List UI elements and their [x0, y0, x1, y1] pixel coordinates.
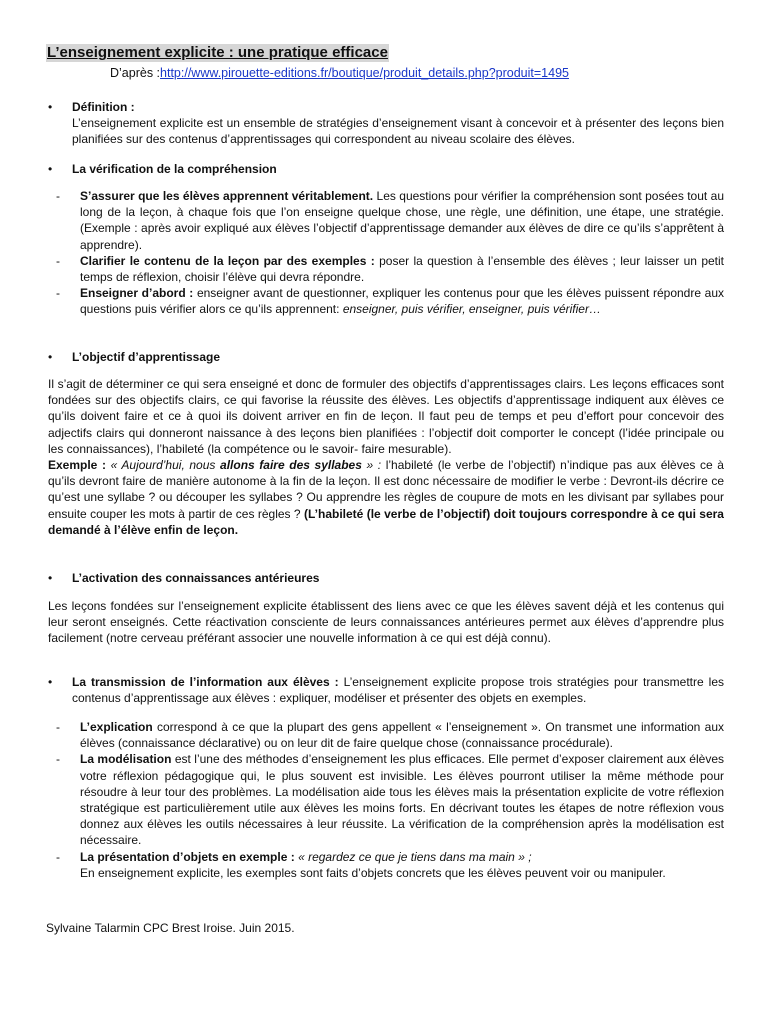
section-objectif-heading	[48, 349, 724, 365]
definition-text: L’enseignement explicite est un ensemble de stratégies d’enseignement visant à concevoir et à présenter des leçons bien planifiées sur des contenus d’apprentissages qui correspondent au niveau scolaire des élèves.	[72, 116, 724, 147]
definition-heading: Définition :	[72, 100, 135, 114]
author-signature: Sylvaine Talarmin CPC Brest Iroise. Juin 2015.	[46, 921, 295, 935]
section-activation-heading	[48, 570, 724, 586]
list-item: - Clarifier le contenu de la leçon par des exemples : poser la question à l’ensemble des élèves ; leur laisser un petit temps de réflexion, choisir l’élève qui devra répondre.	[56, 253, 725, 285]
dash-icon: -	[56, 189, 60, 203]
list-item: - La modélisation est l’une des méthodes d’enseignement les plus efficaces. Elle permet d’exposer clairement aux élèves votre réflexion pédagogique qui, le plus souvent est invisible. Les élèves pourront utiliser la même méthode pour résoudre à leur tour des problèmes. La modélisation aide tous les élèves mais la présentation explicite de votre réflexion stratégique est particulièrement utile aux élèves les moins forts. En décrivant toutes les étapes de notre réflexion vous donnez aux élèves les outils nécessaires à leur réussite. La vérification de la compréhension après la modélisation est nécessaire.	[56, 752, 724, 848]
list-item: - S’assurer que les élèves apprennent véritablement. Les questions pour vérifier la compréhension sont posées tout au long de la leçon, à chaque fois que l’on enseigne quelque chose, une règle, une définition, une étape, une stratégie. (Exemple : après avoir expliqué aux élèves l’objectif d’apprentissage demander aux élèves de dire ce qu’ils s’apprêtent à apprendre).	[56, 189, 724, 252]
objectif-example: Exemple : « Aujourd’hui, nous allons faire des syllabes » : l’habileté (le verbe de l’objectif) n’indique pas aux élèves ce à qu’ils devront faire de manière autonome à la fin de la leçon. Il est donc nécessaire de modifier le verbe : Devront-ils décrire ce qu’est une syllabe ? ou découper les syllabes ? Ou apprendre les règles de coupure de mots en les divisant par syllabes pour ensuite couper les mots à partir de ces règles ? (L’habileté (le verbe de l’objectif) doit toujours correspondre à ce qui sera demandé à l’élève enfin de leçon.	[48, 458, 724, 537]
bullet-icon: •	[48, 162, 53, 176]
page-title: L’enseignement explicite : une pratique efficace	[47, 44, 388, 61]
verification-heading: La vérification de la compréhension	[72, 162, 277, 176]
objectif-paragraph: Il s’agit de déterminer ce qui sera enseigné et donc de formuler des objectifs d’apprentissages clairs. Les leçons efficaces sont fondées sur des objectifs clairs, ce qui favorise la réussite des élèves. Les objectifs d’apprentissage indiquent aux élèves ce qu’ils doivent faire et ce à quoi ils doivent arriver en fin de leçon. Il faut peu de temps et peu d’effort pour concevoir des adjectifs clairs qui donneront naissance à des leçons bien planifiées : l’objectif doit comporter le concept (l’idée principale ou les connaissances), l’habileté (la compétence ou le savoir- faire mesurable).	[48, 377, 724, 456]
objectif-body	[48, 376, 724, 538]
bullet-icon: •	[48, 675, 53, 689]
activation-body	[48, 598, 724, 647]
activation-text: Les leçons fondées sur l’enseignement explicite établissent des liens avec ce que les élèves savent déjà et les contenus qui leur seront enseignés. Cette réactivation consciente de leurs connaissances antérieures permet aux élèves d’apprendre plus facilement (notre cerveau préférant associer une nouvelle information à ce qui est déjà connu).	[48, 599, 724, 646]
transmission-last-line: En enseignement explicite, les exemples sont faits d’objets concrets que les élèves peuvent voir ou manipuler.	[80, 865, 666, 880]
source-prefix: D’après :	[110, 66, 161, 80]
list-item: - Enseigner d’abord : enseigner avant de questionner, expliquer les contenus pour que les élèves puissent répondre aux questions puis vérifier alors ce qu’ils apprennent: enseigner, puis vérifier, enseigner, puis vérifier…	[56, 286, 724, 317]
dash-icon: -	[56, 720, 60, 734]
bullet-icon: •	[48, 100, 53, 114]
objectif-heading: L’objectif d’apprentissage	[72, 350, 221, 364]
section-verification-heading	[48, 161, 724, 177]
source-line	[110, 65, 569, 81]
bullet-icon: •	[48, 571, 53, 585]
list-item: - L’explication correspond à ce que la plupart des gens appellent « l’enseignement ». On transmet une information aux élèves (connaissance déclarative) ou on leur dit de faire quelque chose (connaissance procédurale).	[56, 720, 724, 751]
dash-icon: -	[56, 752, 60, 767]
transmission-heading: La transmission de l’information aux élèves :	[72, 675, 339, 689]
activation-heading: L’activation des connaissances antérieures	[72, 571, 320, 585]
transmission-text: L’enseignement explicite propose trois stratégies pour transmettre les contenus d’apprentissage aux élèves : expliquer, modéliser et présenter des objets en exemples.	[72, 675, 724, 706]
section-transmission	[48, 674, 724, 706]
list-item: - La présentation d’objets en exemple : « regardez ce que je tiens dans ma main » ; En enseignement explicite, les exemples sont faits d’objets concrets que les élèves peuvent voir ou manipuler.	[56, 849, 666, 880]
bullet-icon: •	[48, 350, 53, 364]
transmission-list	[56, 719, 724, 881]
source-link[interactable]: http://www.pirouette-editions.fr/boutique/produit_details.php?produit=1495	[160, 66, 569, 80]
dash-icon: -	[56, 286, 60, 301]
section-definition	[48, 99, 724, 148]
dash-icon: -	[56, 253, 60, 268]
verification-list	[56, 188, 724, 318]
dash-icon: -	[56, 849, 60, 864]
